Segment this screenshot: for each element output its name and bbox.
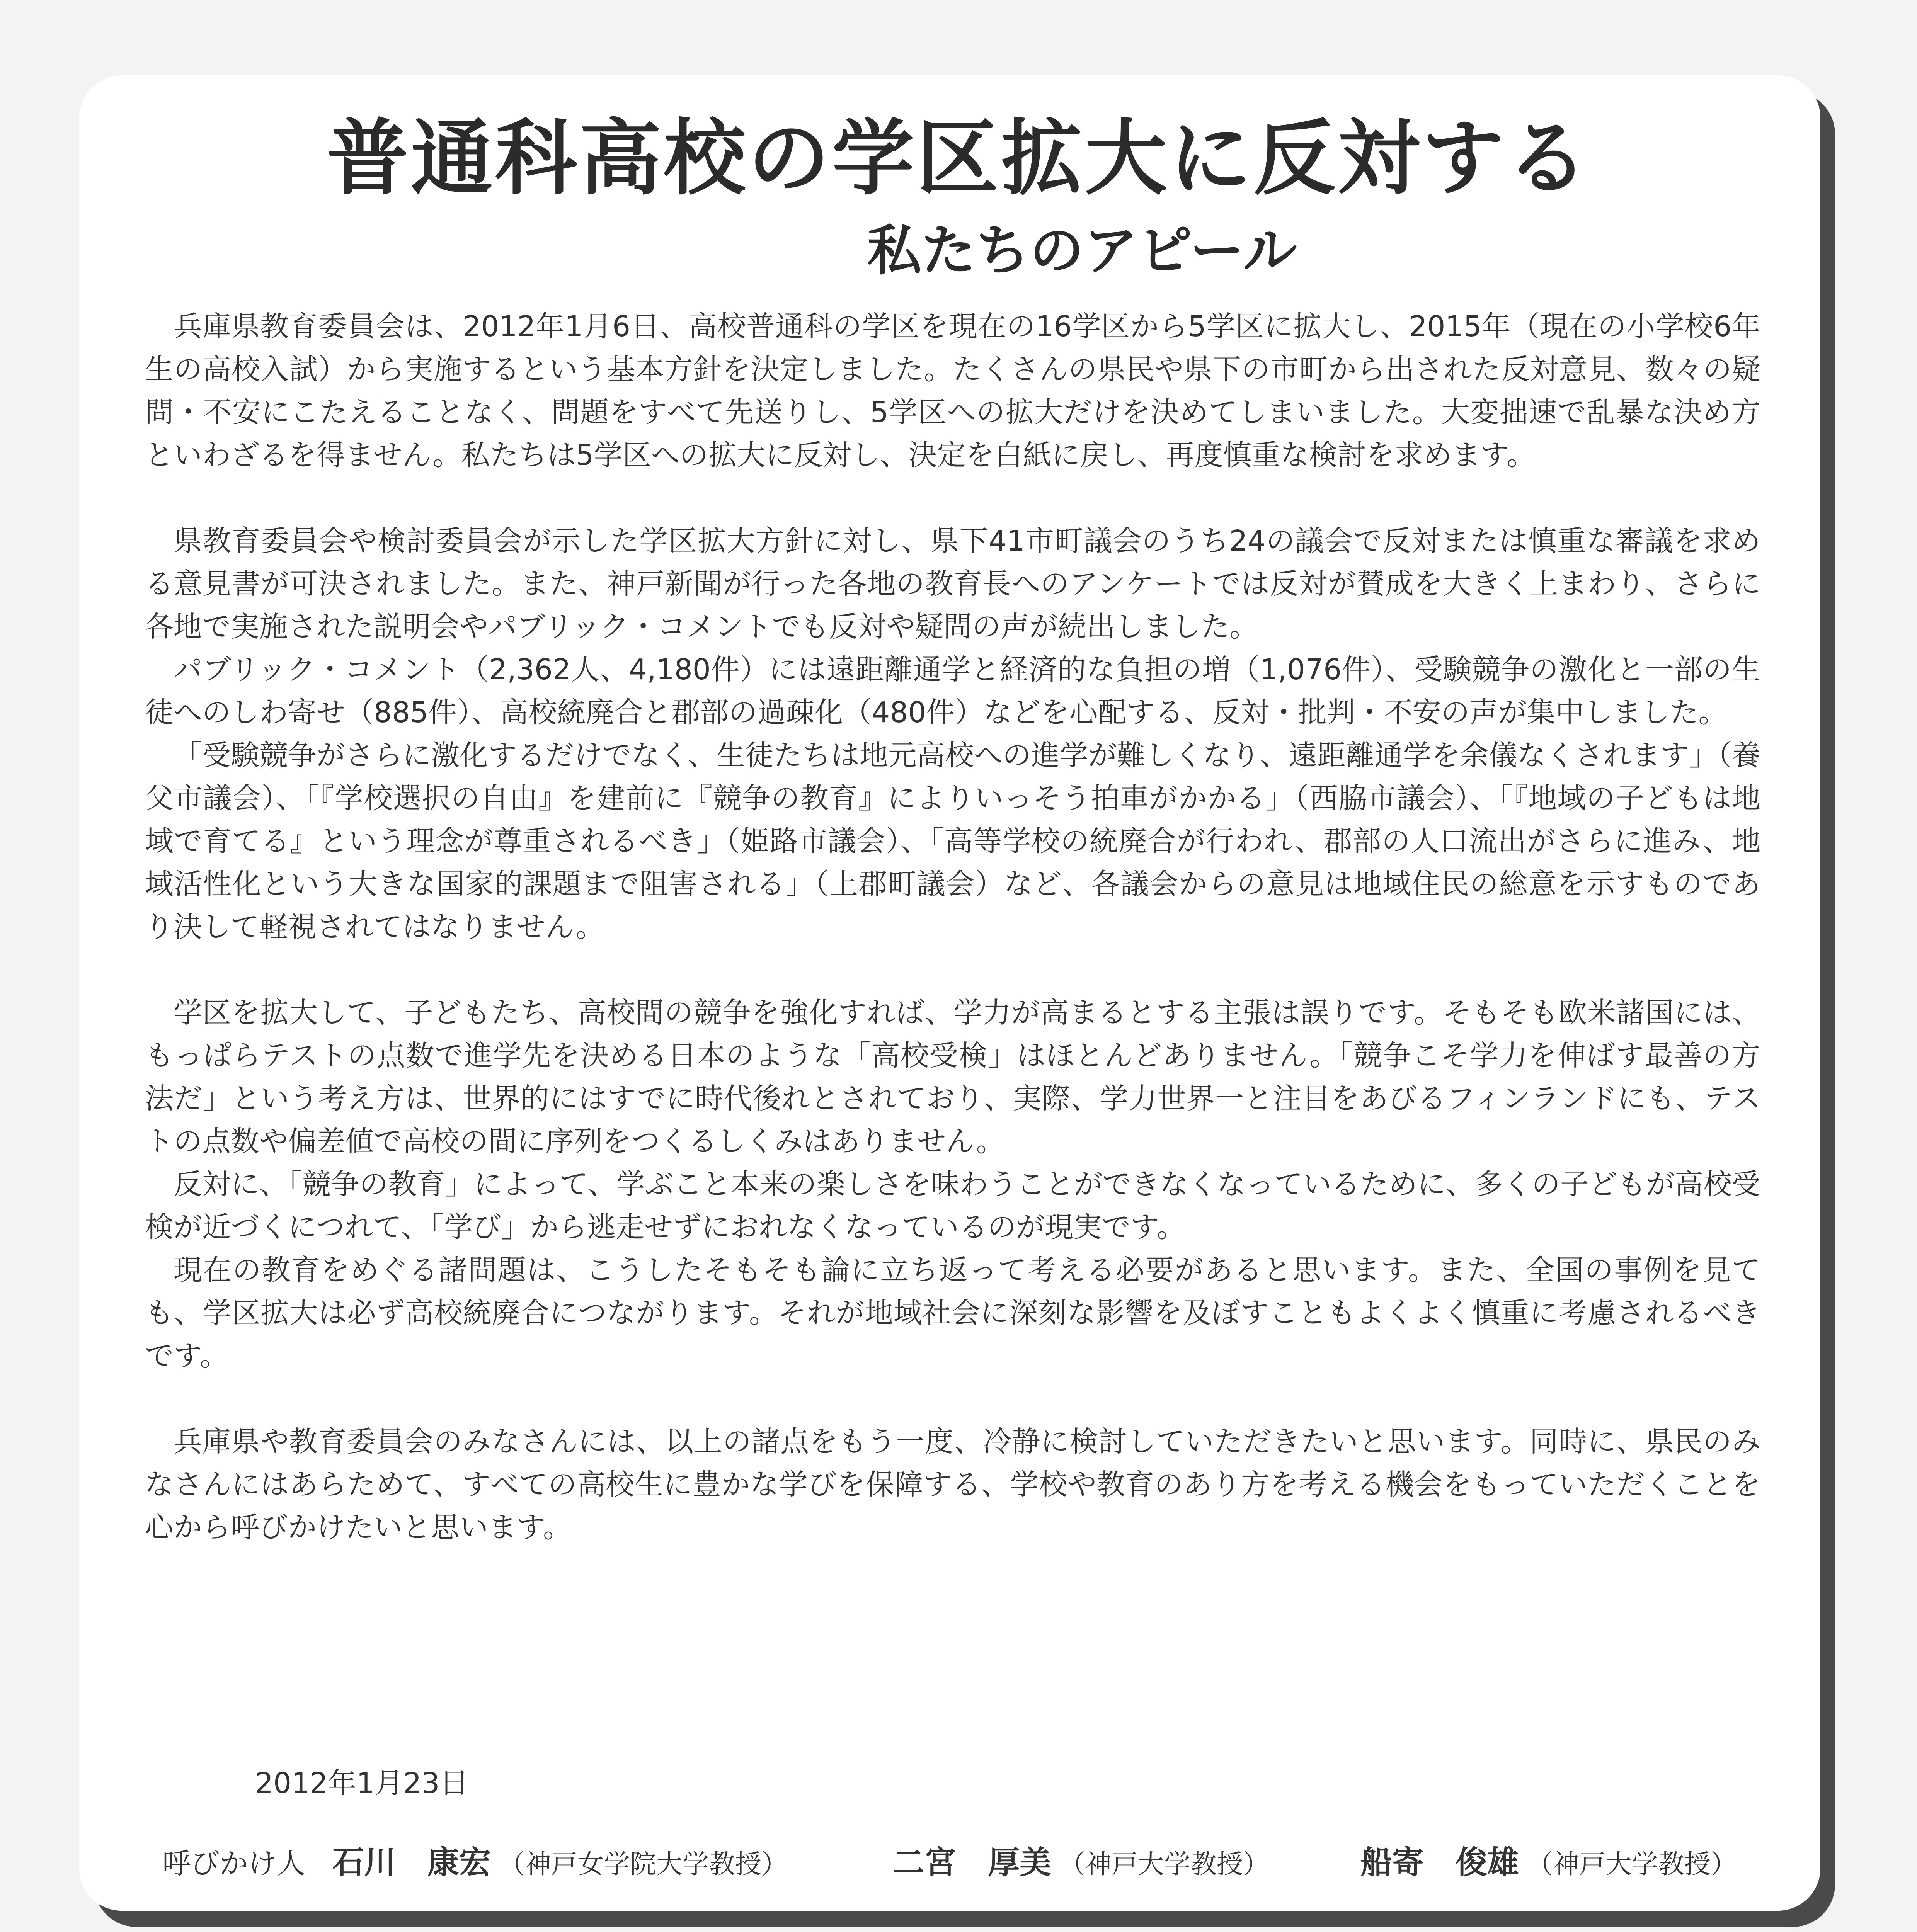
paragraph-opposition: 県教育委員会や検討委員会が示した学区拡大方針に対し、県下41市町議会のうち24の議会で反対または慎重な審議を求める意見書が可決されました。また、神戸新聞が行った各地の教育長へのアンケートでは反対が賛成を大きく上まわり、さらに各地で実施された説明会やパブリック・コメントでも反対や疑問の声が続出しました。 bbox=[145, 524, 1760, 643]
signatory-name: 石川 康宏 bbox=[332, 1844, 491, 1881]
paragraph-council-quotes: 「受験競争がさらに激化するだけでなく、生徒たちは地元高校への進学が難しくなり、遠距離通学を余儀なくされます」（養父市議会）、「『学校選択の自由』を建前に『競争の教育』によりいっそう拍車がかかる」（西脇市議会）、「『地域の子どもは地域で育てる』という理念が尊重されるべき」（姫路市議会）、「高等学校の統廃合が行われ、郡部の人口流出がさらに進み、地域活性化という大きな国家的課題まで阻害される」（上郡町議会）など、各議会からの意見は地域住民の総意を示すものであり決して軽視されてはなりません。 bbox=[145, 739, 1760, 944]
signatory-affiliation: （神戸大学教授） bbox=[1527, 1849, 1737, 1880]
signatory-3 bbox=[1360, 1841, 1737, 1886]
signatory-2 bbox=[893, 1841, 1269, 1886]
signatory-label: 呼びかけ人 bbox=[162, 1847, 305, 1880]
appeal-body bbox=[145, 305, 1760, 1549]
paragraph-consolidation: 現在の教育をめぐる諸問題は、こうしたそもそも論に立ち返って考える必要があると思います。また、全国の事例を見ても、学区拡大は必ず高校統廃合につながります。それが地域社会に深刻な影響を及ぼすこともよくよく慎重に考慮されるべきです。 bbox=[145, 1253, 1760, 1372]
paragraph-competition: 学区を拡大して、子どもたち、高校間の競争を強化すれば、学力が高まるとする主張は誤りです。そもそも欧米諸国には、もっぱらテストの点数で進学先を決める日本のような「高校受検」はほとんどありません。「競争こそ学力を伸ばす最善の方法だ」という考え方は、世界的にはすでに時代後れとされており、実際、学力世界一と注目をあびるフィンランドにも、テストの点数や偏差値で高校の間に序列をつくるしくみはありません。 bbox=[145, 996, 1760, 1158]
paragraph-decision: 兵庫県教育委員会は、2012年1月6日、高校普通科の学区を現在の16学区から5学区に拡大し、2015年（現在の小学校6年生の高校入試）から実施するという基本方針を決定しました。たくさんの県民や県下の市町から出された反対意見、数々の疑問・不安にこたえることなく、問題をすべて先送りし、5学区への拡大だけを決めてしまいました。大変拙速で乱暴な決め方といわざるを得ません。私たちは5学区への拡大に反対し、決定を白紙に戻し、再度慎重な検討を求めます。 bbox=[145, 310, 1760, 472]
signatory-name: 二宮 厚美 bbox=[893, 1844, 1052, 1881]
signatory-affiliation: （神戸大学教授） bbox=[1059, 1849, 1270, 1880]
page-title: 普通科高校の学区拡大に反対する bbox=[327, 111, 1590, 206]
paragraph-public-comment: パブリック・コメント（2,362人、4,180件）には遠距離通学と経済的な負担の増（1,076件）、受験競争の激化と一部の生徒へのしわ寄せ（885件）、高校統廃合と郡部の過疎化（480件）などを心配する、反対・批判・不安の声が集中しました。 bbox=[145, 653, 1760, 729]
paragraph-call: 兵庫県や教育委員会のみなさんには、以上の諸点をもう一度、冷静に検討していただきたいと思います。同時に、県民のみなさんにはあらためて、すべての高校生に豊かな学びを保障する、学校や教育のあり方を考える機会をもっていただくことを心から呼びかけたいと思います。 bbox=[145, 1425, 1760, 1544]
page-subtitle: 私たちのアピール bbox=[867, 219, 1297, 282]
signatory-name: 船寄 俊雄 bbox=[1360, 1844, 1519, 1881]
signatory-1 bbox=[162, 1841, 788, 1886]
signatory-affiliation: （神戸女学院大学教授） bbox=[499, 1849, 788, 1880]
paragraph-learning: 反対に、「競争の教育」によって、学ぶこと本来の楽しさを味わうことができなくなっているために、多くの子どもが高校受検が近づくにつれて、「学び」から逃走せずにおれなくなっているのが現実です。 bbox=[145, 1168, 1760, 1244]
appeal-date: 2012年1月23日 bbox=[255, 1767, 468, 1800]
